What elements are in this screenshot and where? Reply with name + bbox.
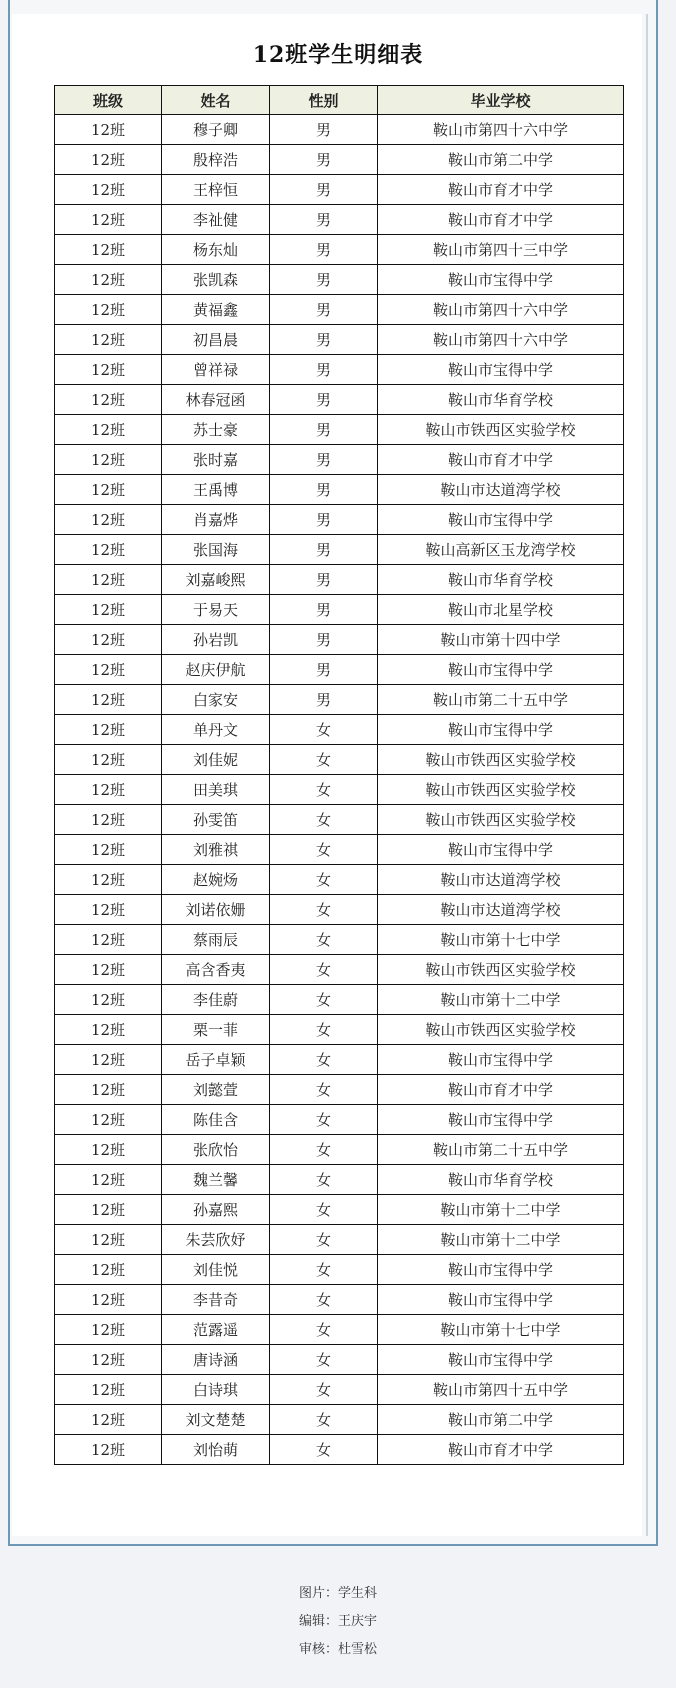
cell-class: 12班 <box>55 1015 162 1045</box>
cell-class: 12班 <box>55 175 162 205</box>
table-row <box>55 385 624 415</box>
cell-class: 12班 <box>55 1105 162 1135</box>
cell-name: 王梓恒 <box>162 175 270 205</box>
cell-school: 鞍山市华育学校 <box>378 565 624 595</box>
cell-gender: 女 <box>270 985 378 1015</box>
cell-class: 12班 <box>55 985 162 1015</box>
cell-school: 鞍山市第十四中学 <box>378 625 624 655</box>
header-gender: 性别 <box>270 86 378 115</box>
cell-school: 鞍山市育才中学 <box>378 1435 624 1465</box>
cell-school: 鞍山市宝得中学 <box>378 1105 624 1135</box>
cell-gender: 女 <box>270 1105 378 1135</box>
cell-school: 鞍山市宝得中学 <box>378 1345 624 1375</box>
cell-gender: 男 <box>270 655 378 685</box>
cell-name: 林春冠函 <box>162 385 270 415</box>
cell-school: 鞍山市铁西区实验学校 <box>378 415 624 445</box>
cell-school: 鞍山市第四十三中学 <box>378 235 624 265</box>
cell-gender: 男 <box>270 415 378 445</box>
cell-gender: 男 <box>270 445 378 475</box>
cell-gender: 女 <box>270 1165 378 1195</box>
header-row <box>55 86 624 115</box>
cell-class: 12班 <box>55 1435 162 1465</box>
cell-gender: 女 <box>270 895 378 925</box>
table-row <box>55 1135 624 1165</box>
cell-name: 刘懿萱 <box>162 1075 270 1105</box>
table-row <box>55 805 624 835</box>
cell-class: 12班 <box>55 865 162 895</box>
cell-class: 12班 <box>55 475 162 505</box>
table-row <box>55 865 624 895</box>
cell-name: 李昔奇 <box>162 1285 270 1315</box>
cell-class: 12班 <box>55 1405 162 1435</box>
table-row <box>55 1345 624 1375</box>
cell-gender: 女 <box>270 1375 378 1405</box>
cell-gender: 男 <box>270 115 378 145</box>
cell-school: 鞍山高新区玉龙湾学校 <box>378 535 624 565</box>
cell-class: 12班 <box>55 1345 162 1375</box>
cell-school: 鞍山市达道湾学校 <box>378 895 624 925</box>
table-row <box>55 1165 624 1195</box>
cell-gender: 女 <box>270 1345 378 1375</box>
cell-gender: 男 <box>270 505 378 535</box>
table-row <box>55 1045 624 1075</box>
cell-school: 鞍山市育才中学 <box>378 1075 624 1105</box>
cell-name: 孙雯笛 <box>162 805 270 835</box>
table-row <box>55 325 624 355</box>
table-row <box>55 295 624 325</box>
cell-school: 鞍山市第二十五中学 <box>378 685 624 715</box>
cell-school: 鞍山市育才中学 <box>378 445 624 475</box>
cell-name: 范露遥 <box>162 1315 270 1345</box>
cell-school: 鞍山市第十七中学 <box>378 1315 624 1345</box>
page-title: 12班学生明细表 <box>252 42 424 68</box>
cell-gender: 男 <box>270 265 378 295</box>
table-row <box>55 1315 624 1345</box>
table-row <box>55 715 624 745</box>
table-row <box>55 685 624 715</box>
cell-name: 肖嘉烨 <box>162 505 270 535</box>
cell-class: 12班 <box>55 805 162 835</box>
cell-name: 栗一菲 <box>162 1015 270 1045</box>
cell-name: 张时嘉 <box>162 445 270 475</box>
cell-gender: 男 <box>270 175 378 205</box>
cell-school: 鞍山市第十七中学 <box>378 925 624 955</box>
credit-photo: 图片：学生科 <box>298 1586 377 1601</box>
cell-class: 12班 <box>55 1225 162 1255</box>
cell-name: 张凯森 <box>162 265 270 295</box>
table-row <box>55 1075 624 1105</box>
cell-gender: 男 <box>270 205 378 235</box>
cell-class: 12班 <box>55 205 162 235</box>
cell-name: 田美琪 <box>162 775 270 805</box>
cell-gender: 女 <box>270 715 378 745</box>
cell-school: 鞍山市宝得中学 <box>378 265 624 295</box>
cell-gender: 男 <box>270 475 378 505</box>
cell-class: 12班 <box>55 295 162 325</box>
cell-school: 鞍山市铁西区实验学校 <box>378 775 624 805</box>
table-row <box>55 1435 624 1465</box>
sheet-edge <box>646 14 648 1536</box>
cell-name: 苏士豪 <box>162 415 270 445</box>
cell-class: 12班 <box>55 145 162 175</box>
cell-gender: 男 <box>270 145 378 175</box>
cell-class: 12班 <box>55 535 162 565</box>
cell-class: 12班 <box>55 595 162 625</box>
cell-name: 孙岩凯 <box>162 625 270 655</box>
cell-school: 鞍山市宝得中学 <box>378 715 624 745</box>
cell-school: 鞍山市第四十六中学 <box>378 115 624 145</box>
cell-class: 12班 <box>55 1135 162 1165</box>
cell-gender: 女 <box>270 1045 378 1075</box>
cell-school: 鞍山市第十二中学 <box>378 1225 624 1255</box>
cell-name: 刘文楚楚 <box>162 1405 270 1435</box>
credit-editor: 编辑：王庆宇 <box>298 1614 377 1629</box>
cell-name: 陈佳含 <box>162 1105 270 1135</box>
table-row <box>55 205 624 235</box>
table-header <box>55 86 624 115</box>
cell-school: 鞍山市铁西区实验学校 <box>378 745 624 775</box>
cell-class: 12班 <box>55 565 162 595</box>
cell-class: 12班 <box>55 235 162 265</box>
cell-gender: 女 <box>270 1255 378 1285</box>
cell-class: 12班 <box>55 385 162 415</box>
cell-gender: 女 <box>270 1075 378 1105</box>
cell-class: 12班 <box>55 1165 162 1195</box>
table-row <box>55 1225 624 1255</box>
cell-name: 张国海 <box>162 535 270 565</box>
cell-school: 鞍山市铁西区实验学校 <box>378 805 624 835</box>
cell-gender: 女 <box>270 955 378 985</box>
cell-class: 12班 <box>55 1285 162 1315</box>
cell-class: 12班 <box>55 1045 162 1075</box>
cell-gender: 男 <box>270 535 378 565</box>
cell-gender: 女 <box>270 1405 378 1435</box>
table-row <box>55 415 624 445</box>
cell-school: 鞍山市铁西区实验学校 <box>378 955 624 985</box>
cell-school: 鞍山市铁西区实验学校 <box>378 1015 624 1045</box>
cell-class: 12班 <box>55 1375 162 1405</box>
table-row <box>55 565 624 595</box>
cell-class: 12班 <box>55 925 162 955</box>
cell-school: 鞍山市宝得中学 <box>378 835 624 865</box>
cell-gender: 女 <box>270 865 378 895</box>
cell-gender: 女 <box>270 1315 378 1345</box>
cell-gender: 男 <box>270 355 378 385</box>
cell-school: 鞍山市宝得中学 <box>378 1045 624 1075</box>
cell-school: 鞍山市第十二中学 <box>378 985 624 1015</box>
table-row <box>55 775 624 805</box>
cell-gender: 女 <box>270 775 378 805</box>
cell-gender: 男 <box>270 565 378 595</box>
cell-name: 蔡雨辰 <box>162 925 270 955</box>
table-row <box>55 1015 624 1045</box>
table-row <box>55 985 624 1015</box>
cell-gender: 男 <box>270 385 378 415</box>
cell-class: 12班 <box>55 1315 162 1345</box>
table-row <box>55 1255 624 1285</box>
cell-gender: 男 <box>270 625 378 655</box>
table-row <box>55 895 624 925</box>
table-row <box>55 475 624 505</box>
cell-gender: 女 <box>270 1225 378 1255</box>
cell-class: 12班 <box>55 1255 162 1285</box>
cell-gender: 男 <box>270 595 378 625</box>
cell-name: 岳子卓颖 <box>162 1045 270 1075</box>
cell-school: 鞍山市第二十五中学 <box>378 1135 624 1165</box>
student-table <box>54 85 624 1465</box>
cell-name: 魏兰馨 <box>162 1165 270 1195</box>
cell-gender: 男 <box>270 325 378 355</box>
cell-name: 王禹博 <box>162 475 270 505</box>
cell-name: 穆子卿 <box>162 115 270 145</box>
cell-gender: 女 <box>270 1015 378 1045</box>
cell-gender: 女 <box>270 1135 378 1165</box>
table-row <box>55 445 624 475</box>
table-row <box>55 1195 624 1225</box>
cell-class: 12班 <box>55 115 162 145</box>
cell-class: 12班 <box>55 505 162 535</box>
credit-reviewer: 审核：杜雪松 <box>298 1642 377 1657</box>
cell-name: 赵婉炀 <box>162 865 270 895</box>
cell-school: 鞍山市宝得中学 <box>378 1255 624 1285</box>
table-row <box>55 535 624 565</box>
cell-class: 12班 <box>55 355 162 385</box>
cell-class: 12班 <box>55 895 162 925</box>
cell-school: 鞍山市第四十六中学 <box>378 295 624 325</box>
table-row <box>55 835 624 865</box>
cell-class: 12班 <box>55 655 162 685</box>
cell-name: 白诗琪 <box>162 1375 270 1405</box>
cell-name: 于易天 <box>162 595 270 625</box>
cell-name: 曾祥禄 <box>162 355 270 385</box>
cell-gender: 女 <box>270 805 378 835</box>
table-row <box>55 115 624 145</box>
table-row <box>55 175 624 205</box>
cell-name: 孙嘉熙 <box>162 1195 270 1225</box>
cell-school: 鞍山市育才中学 <box>378 175 624 205</box>
cell-class: 12班 <box>55 625 162 655</box>
cell-school: 鞍山市达道湾学校 <box>378 865 624 895</box>
table-body <box>55 115 624 1465</box>
credits <box>0 1580 676 1664</box>
cell-gender: 女 <box>270 835 378 865</box>
cell-name: 刘佳妮 <box>162 745 270 775</box>
cell-class: 12班 <box>55 715 162 745</box>
table-row <box>55 1405 624 1435</box>
table-row <box>55 145 624 175</box>
cell-name: 杨东灿 <box>162 235 270 265</box>
table-row <box>55 355 624 385</box>
cell-school: 鞍山市达道湾学校 <box>378 475 624 505</box>
header-school: 毕业学校 <box>378 86 624 115</box>
table-row <box>55 265 624 295</box>
cell-name: 初昌晨 <box>162 325 270 355</box>
cell-name: 单丹文 <box>162 715 270 745</box>
cell-name: 李祉健 <box>162 205 270 235</box>
table-row <box>55 745 624 775</box>
cell-name: 刘诺依姗 <box>162 895 270 925</box>
table-row <box>55 235 624 265</box>
cell-gender: 女 <box>270 1435 378 1465</box>
cell-name: 刘佳悦 <box>162 1255 270 1285</box>
cell-school: 鞍山市育才中学 <box>378 205 624 235</box>
table-row <box>55 505 624 535</box>
cell-name: 白家安 <box>162 685 270 715</box>
cell-name: 唐诗涵 <box>162 1345 270 1375</box>
table-row <box>55 595 624 625</box>
cell-class: 12班 <box>55 745 162 775</box>
cell-class: 12班 <box>55 775 162 805</box>
cell-class: 12班 <box>55 1195 162 1225</box>
cell-school: 鞍山市第四十六中学 <box>378 325 624 355</box>
cell-class: 12班 <box>55 685 162 715</box>
cell-school: 鞍山市宝得中学 <box>378 1285 624 1315</box>
cell-name: 李佳蔚 <box>162 985 270 1015</box>
cell-school: 鞍山市第二中学 <box>378 1405 624 1435</box>
table-row <box>55 1285 624 1315</box>
cell-gender: 男 <box>270 235 378 265</box>
cell-gender: 男 <box>270 685 378 715</box>
cell-class: 12班 <box>55 835 162 865</box>
cell-class: 12班 <box>55 325 162 355</box>
cell-name: 朱芸欣妤 <box>162 1225 270 1255</box>
cell-gender: 女 <box>270 1285 378 1315</box>
table-row <box>55 625 624 655</box>
table-row <box>55 955 624 985</box>
cell-school: 鞍山市华育学校 <box>378 385 624 415</box>
cell-gender: 女 <box>270 1195 378 1225</box>
cell-school: 鞍山市第二中学 <box>378 145 624 175</box>
cell-school: 鞍山市华育学校 <box>378 1165 624 1195</box>
cell-name: 高含香夷 <box>162 955 270 985</box>
cell-gender: 男 <box>270 295 378 325</box>
cell-class: 12班 <box>55 1075 162 1105</box>
cell-class: 12班 <box>55 445 162 475</box>
cell-name: 黄福鑫 <box>162 295 270 325</box>
table-row <box>55 1375 624 1405</box>
cell-school: 鞍山市宝得中学 <box>378 655 624 685</box>
cell-name: 赵庆伊航 <box>162 655 270 685</box>
cell-name: 刘雅祺 <box>162 835 270 865</box>
header-class: 班级 <box>55 86 162 115</box>
cell-class: 12班 <box>55 265 162 295</box>
cell-school: 鞍山市第十二中学 <box>378 1195 624 1225</box>
cell-name: 殷梓浩 <box>162 145 270 175</box>
cell-class: 12班 <box>55 955 162 985</box>
cell-gender: 女 <box>270 925 378 955</box>
cell-school: 鞍山市北星学校 <box>378 595 624 625</box>
table-row <box>55 1105 624 1135</box>
table-row <box>55 925 624 955</box>
header-name: 姓名 <box>162 86 270 115</box>
cell-gender: 女 <box>270 745 378 775</box>
cell-class: 12班 <box>55 415 162 445</box>
cell-name: 刘怡萌 <box>162 1435 270 1465</box>
table-row <box>55 655 624 685</box>
cell-school: 鞍山市宝得中学 <box>378 505 624 535</box>
cell-name: 刘嘉峻熙 <box>162 565 270 595</box>
cell-school: 鞍山市第四十五中学 <box>378 1375 624 1405</box>
cell-school: 鞍山市宝得中学 <box>378 355 624 385</box>
cell-name: 张欣怡 <box>162 1135 270 1165</box>
